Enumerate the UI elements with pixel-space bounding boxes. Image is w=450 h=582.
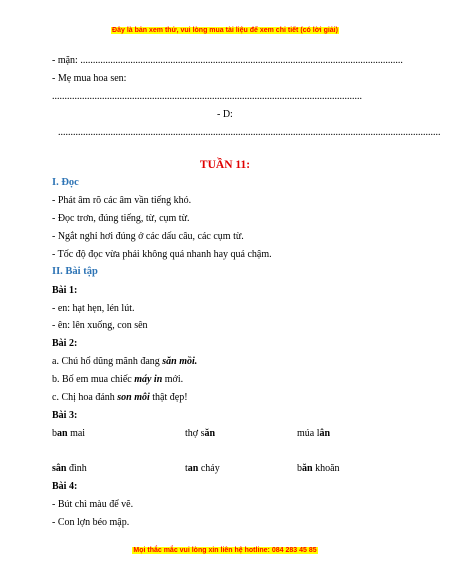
exercise-3-word: thợ săn — [185, 428, 216, 439]
week-title: TUẦN 11: — [199, 159, 251, 171]
answer-line-man: - mặn: ................................................................................................................................. — [52, 55, 403, 66]
answer-dots-line-2: ......................................................................................................................................................... — [58, 127, 441, 138]
exercise-2-sentence-a: a. Chú hổ dũng mãnh đang săn mồi. — [52, 356, 198, 367]
reading-item: - Ngắt nghỉ hơi đúng ở các dấu câu, các cụm từ. — [52, 231, 244, 242]
exercise-2-sentence-c: c. Chị hoa đánh son môi thật đẹp! — [52, 392, 188, 403]
exercise-3-word: ban mai — [52, 428, 86, 439]
reading-item: - Phát âm rõ các âm vần tiếng khó. — [52, 195, 192, 206]
exercise-2-title: Bài 2: — [52, 338, 78, 349]
exercise-4-title: Bài 4: — [52, 481, 78, 492]
section-reading-heading: I. Đọc — [52, 177, 79, 188]
section-exercises-heading: II. Bài tập — [52, 266, 98, 277]
exercise-3-word: băn khoăn — [297, 463, 340, 474]
exercise-1-item: - en: hạt hẹn, lén lút. — [52, 303, 135, 314]
preview-banner: Đây là bản xem thử, vui lòng mua tài liệu để xem chi tiết (có lời giải) — [112, 27, 338, 34]
exercise-4-item: - Con lợn béo mập. — [52, 517, 130, 528]
exercise-4-item: - Bút chì màu để vẽ. — [52, 499, 134, 510]
exercise-3-word: múa lân — [297, 428, 331, 439]
reading-item: - Tốc độ đọc vừa phải không quá nhanh hay quá chậm. — [52, 249, 272, 260]
reading-item: - Đọc trơn, đúng tiếng, từ, cụm từ. — [52, 213, 190, 224]
exercise-3-word: sân đình — [52, 463, 87, 474]
hotline-banner: Mọi thắc mắc vui lòng xin liên hệ hotline: 084 283 45 85 — [133, 547, 317, 554]
answer-line-d: - D: — [217, 109, 233, 120]
exercise-3-word: tan cháy — [185, 463, 220, 474]
answer-line-hoa-sen: - Mẹ mua hoa sen: — [52, 73, 127, 84]
exercise-3-title: Bài 3: — [52, 410, 78, 421]
exercise-1-title: Bài 1: — [52, 285, 78, 296]
exercise-2-sentence-b: b. Bố em mua chiếc máy in mới. — [52, 374, 184, 385]
exercise-1-item: - ên: lên xuống, con sên — [52, 320, 148, 331]
answer-dots-line: ............................................................................................................................ — [52, 91, 362, 102]
